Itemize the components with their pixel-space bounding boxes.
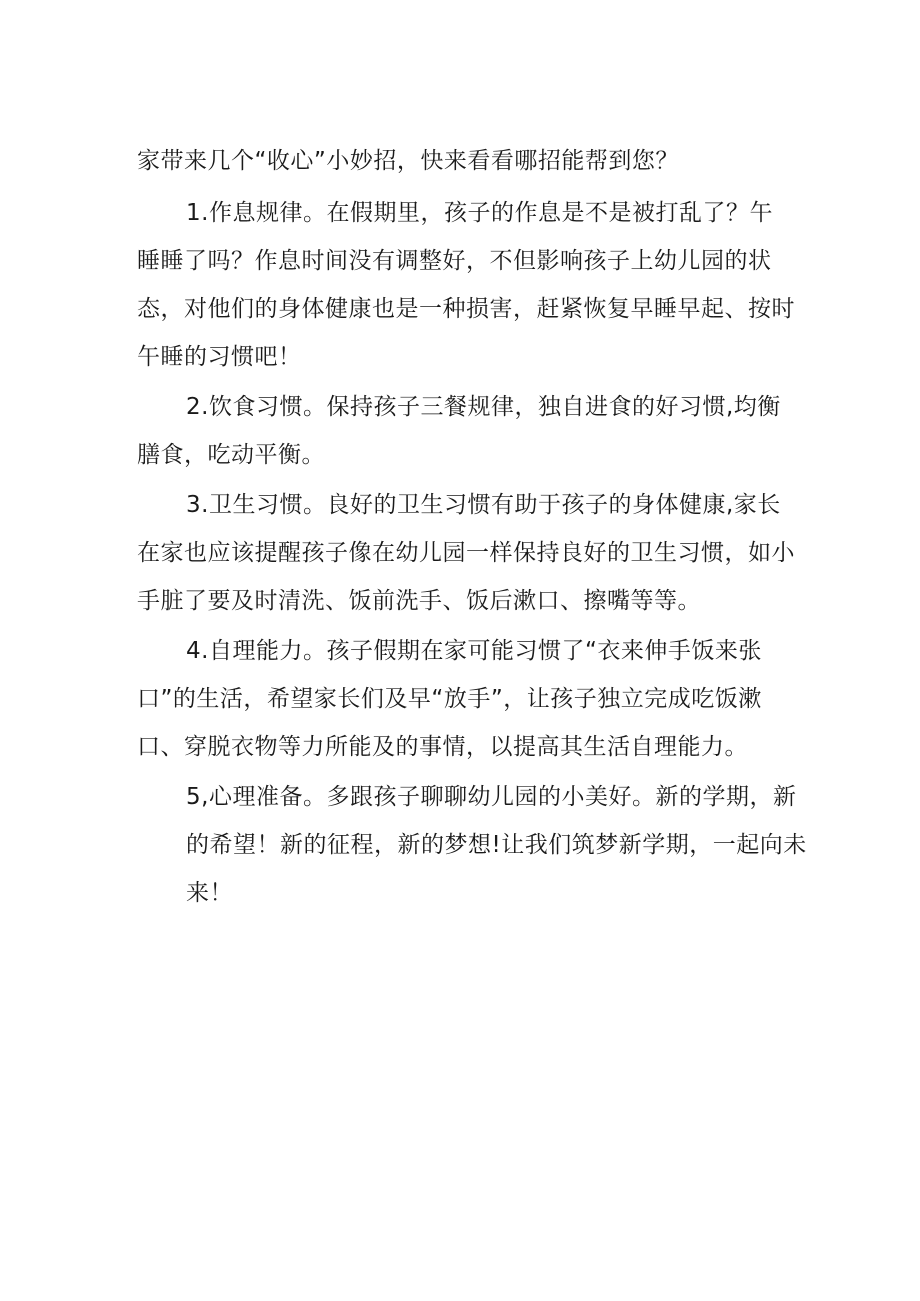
item-4-line-1: 4.自理能力。孩子假期在家可能习惯了“衣来伸手饭来张 xyxy=(186,638,762,664)
item-1-line-1: 1.作息规律。在假期里，孩子的作息是不是被打乱了？午 xyxy=(186,200,773,226)
item-1-line-4: 午睡的习惯吧！ xyxy=(137,344,302,370)
item-3-line-3: 手脏了要及时清洗、饭前洗手、饭后漱口、擦嘴等等。 xyxy=(137,588,701,614)
item-5-line-1: 5,心理准备。多跟孩子聊聊幼儿园的小美好。新的学期，新 xyxy=(186,784,797,810)
item-2-line-1: 2.饮食习惯。保持孩子三餐规律，独自进食的好习惯,均衡 xyxy=(186,394,781,420)
item-3-line-2: 在家也应该提醒孩子像在幼儿园一样保持良好的卫生习惯，如小 xyxy=(137,540,795,566)
item-1-line-3: 态，对他们的身体健康也是一种损害，赶紧恢复早睡早起、按时 xyxy=(137,296,795,322)
item-5-line-3: 来！ xyxy=(186,880,233,906)
item-5-line-2: 的希望！新的征程，新的梦想!让我们筑梦新学期，一起向未 xyxy=(186,832,807,858)
item-3-line-1: 3.卫生习惯。良好的卫生习惯有助于孩子的身体健康,家长 xyxy=(186,492,781,518)
item-4-line-3: 口、穿脱衣物等力所能及的事情，以提高其生活自理能力。 xyxy=(137,734,748,760)
item-1-line-2: 睡睡了吗？作息时间没有调整好，不但影响孩子上幼儿园的状 xyxy=(137,248,772,274)
item-4-line-2: 口”的生活，希望家长们及早“放手”，让孩子独立完成吃饭漱 xyxy=(137,686,762,712)
item-2-line-2: 膳食，吃动平衡。 xyxy=(137,442,325,468)
intro-line: 家带来几个“收心”小妙招，快来看看哪招能帮到您？ xyxy=(137,148,679,174)
